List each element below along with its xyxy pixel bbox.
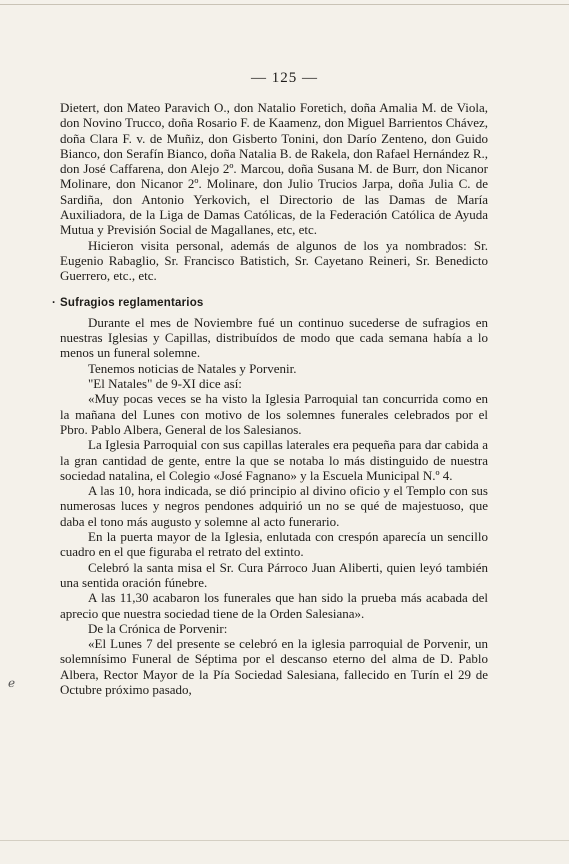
body-text — [52, 100, 488, 697]
paragraph: De la Crónica de Porvenir: — [88, 620, 228, 636]
paragraph: Hicieron visita personal, además de algunos de los ya nombrados: Sr. Eugenio Rabaglio, Sr. Francisco Batistich, Sr. Cayetano Reineri, Sr. Benedicto Guerrero, etc., etc. — [60, 237, 488, 284]
paragraph: A las 11,30 acabaron los funerales que han sido la prueba más acabada del aprecio que nuestra sociedad tiene de la Orden Salesiana». — [60, 590, 488, 621]
paragraph: En la puerta mayor de la Iglesia, enlutada con crespón aparecía un sencillo cuadro en el que figuraba el retrato del extinto. — [60, 529, 488, 560]
paragraph: Celebró la santa misa el Sr. Cura Párroco Juan Aliberti, quien leyó también una sentida oración fúnebre. — [60, 559, 488, 590]
heading-bullet: · — [52, 296, 57, 309]
paragraph: «Muy pocas veces se ha visto la Iglesia Parroquial tan concurrida como en la mañana del Lunes con motivo de los solemnes funerales celebrados por el Pbro. Pablo Albera, General de los Salesianos. — [60, 391, 488, 437]
paragraph: A las 10, hora indicada, se dió principio al divino oficio y el Templo con sus numerosas luces y negros pendones adquirió un no se qué de majestuoso, que daba el tono más augusto y solemne al acto funerario. — [60, 483, 488, 529]
paragraph: Tenemos noticias de Natales y Porvenir. — [88, 360, 297, 376]
margin-mark: ℯ — [8, 676, 16, 690]
paragraphs-before-heading — [60, 100, 488, 284]
paragraph: Dietert, don Mateo Paravich O., don Natalio Foretich, doña Amalia M. de Viola, don Novino Trucco, doña Rosario F. de Kaamenz, don Miguel Barrientos Chávez, doña Clara F. v. de Muñiz, don Gisberto Tonini, don Darío Zenteno, don Guido Bianco, don Serafín Bianco, doña Natalia B. de Rakela, don Rafael Hernández R., don José Caffarena, don Alejo 2º. Marcou, doña Susana M. de Burr, don Nicanor Molinare, don Nicanor 2º. Molinare, don Julio Trucios Jarpa, doña Julia C. de Sardiña, don Antonio Yerkovich, el Directorio de las Damas de María Auxiliadora, de la Liga de Damas Católicas, de la Federación Católica de Ayuda Mutua y Previsión Social de Magallanes, etc, etc. — [60, 100, 488, 238]
paragraphs-after-heading — [60, 315, 488, 697]
paragraph: Durante el mes de Noviembre fué un continuo sucederse de sufragios en nuestras Iglesias y Capillas, distribuídos de modo que cada semana había a lo menos un funeral solemne. — [60, 314, 488, 361]
section-heading — [52, 296, 488, 311]
paragraph: La Iglesia Parroquial con sus capillas laterales era pequeña para dar cabida a la gran cantidad de gente, entre la que se notaba lo más distinguido de nuestra sociedad natalina, el Colegio «José Fagnano» y la Escuela Municipal N.º 4. — [60, 437, 488, 483]
top-edge-line — [0, 4, 569, 5]
page-number: — 125 — — [251, 70, 318, 86]
heading-title: Sufragios reglamentarios — [60, 296, 204, 309]
paragraph: «El Lunes 7 del presente se celebró en la iglesia parroquial de Porvenir, un solemnísimo Funeral de Séptima por el descanso eterno del alma de D. Pablo Albera, Rector Mayor de la Pía Sociedad Salesiana, fallecido en Turín el 29 de Octubre próximo pasado, — [60, 636, 488, 697]
paragraph: "El Natales" de 9-XI dice así: — [88, 376, 242, 392]
bottom-edge-line — [0, 840, 569, 841]
